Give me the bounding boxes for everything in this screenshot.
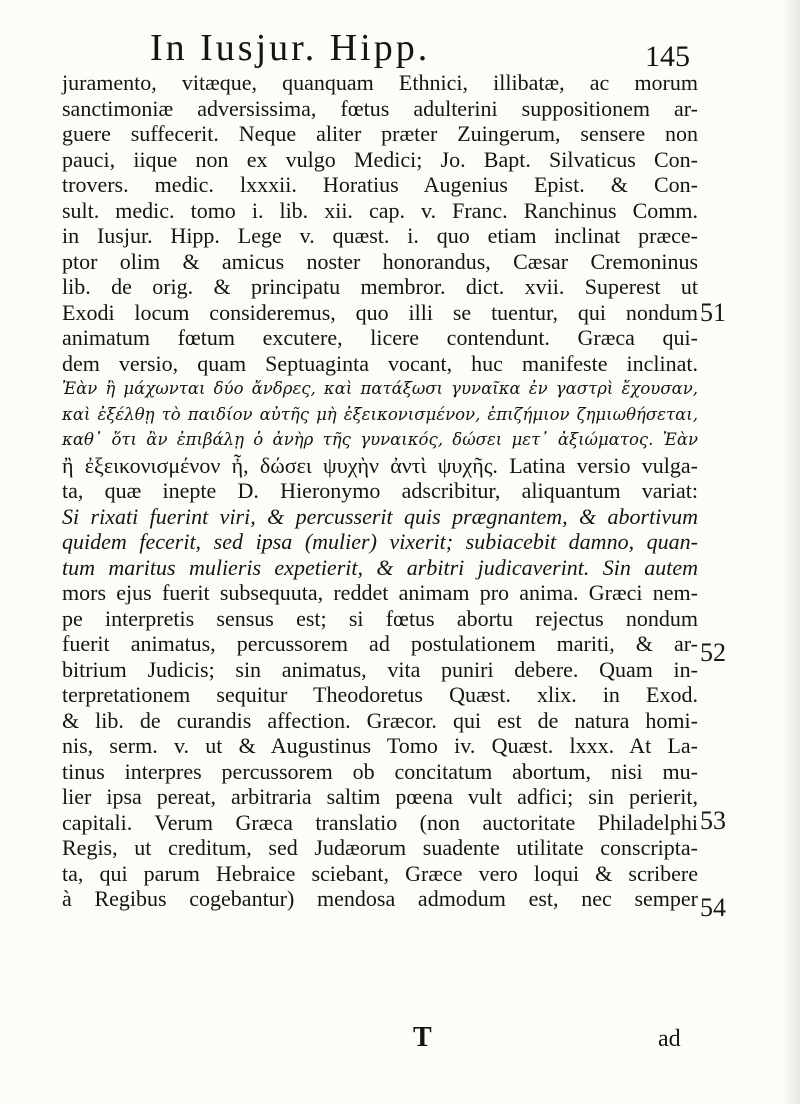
- page-number: 145: [645, 40, 690, 73]
- italic-line-1: Si rixati fuerint viri, & percusserit quis prægnantem, & abortivum: [62, 503, 698, 529]
- italic-line-2: quidem fecerit, sed ipsa (mulier) vixerit; subiacebit damno, quan-: [62, 529, 698, 554]
- greek-line-3: καθ᾽ ὅτι ἂν ἐπιβάλῃ ὁ ἀνὴρ τῆς γυναικός, δώσει μετ᾽ ἀξιώματος. Ἐὰν: [62, 430, 698, 449]
- text-line-5: trovers. medic. lxxxii. Horatius Augenius Epist. & Con-: [62, 172, 698, 197]
- text-line-29: lier ipsa pereat, arbitraria saltim pœena vult adfici; sin perierit,: [62, 784, 698, 809]
- greek-line-1: Ἐὰν ἢ μάχωνται δύο ἄνδρες, καὶ πατάξωσι γυναῖκα ἐν γαστρὶ ἔχουσαν,: [62, 379, 698, 398]
- text-line-7: in Iusjur. Hipp. Lege v. quæst. i. quo etiam inclinat præce-: [62, 223, 698, 248]
- text-line-27: nis, serm. v. ut & Augustinus Tomo iv. Quæst. lxxx. At La-: [62, 733, 698, 758]
- text-line-6: sult. medic. tomo i. lib. xii. cap. v. Franc. Ranchinus Comm.: [62, 197, 698, 223]
- running-title: In Iusjur. Hipp.: [150, 27, 431, 69]
- text-line-28: tinus interpres percussorem ob concitatum abortum, nisi mu-: [62, 758, 698, 784]
- text-line-11: animatum fœtum excutere, licere contendunt. Græca qui-: [62, 325, 698, 350]
- body-text: [62, 70, 698, 912]
- page-header: [0, 20, 800, 73]
- text-line-33: à Regibus cogebantur) mendosa admodum est, nec semper: [62, 886, 698, 911]
- margin-number-51: 51: [700, 298, 726, 327]
- catchword: ad: [658, 1026, 681, 1052]
- text-line-31: Regis, ut creditum, sed Judæorum suadente utilitate conscripta-: [62, 835, 698, 860]
- text-line-21: mors ejus fuerit subsequuta, reddet animam pro anima. Græci nem-: [62, 580, 698, 605]
- text-line-17: ta, quæ inepte D. Hieronymo adscribitur, aliquantum variat:: [62, 478, 698, 503]
- text-line-32: ta, qui parum Hebraice sciebant, Græce vero loqui & scribere: [62, 860, 698, 886]
- margin-number-52: 52: [700, 638, 726, 667]
- page-edge-shadow: [782, 0, 800, 1104]
- italic-line-3: tum maritus mulieris expetierit, & arbitri judicaverint. Sin autem: [62, 554, 698, 580]
- text-line-25: terpretationem sequitur Theodoretus Quæst. xlix. in Exod.: [62, 682, 698, 707]
- margin-number-53: 53: [700, 806, 726, 835]
- text-line-3: guere suffecerit. Neque aliter præter Zuingerum, sensere non: [62, 121, 698, 146]
- text-line-9: lib. de orig. & principatu membror. dict. xvii. Superest ut: [62, 274, 698, 299]
- text-line-10: Exodi locum consideremus, quo illi se tuentur, qui nondum: [62, 299, 698, 325]
- text-line-22: pe interpretis sensus est; si fœtus abortu rejectus nondum: [62, 605, 698, 631]
- text-line-2: sanctimoniæ adversissima, fœtus adulterini suppositionem ar-: [62, 95, 698, 121]
- text-line-24: bitrium Judicis; sin animatus, vita puniri debere. Quam in-: [62, 656, 698, 682]
- margin-number-54: 54: [700, 893, 726, 922]
- greek-line-2: καὶ ἐξέλθῃ τὸ παιδίον αὐτῆς μὴ ἐξεικονισμένον, ἐπιζήμιον ζημιωθήσεται,: [62, 404, 698, 424]
- text-line-12: dem versio, quam Septuaginta vocant, huc manifeste inclinat.: [62, 350, 698, 376]
- text-line-16: ἢ ἐξεικονισμένον ἦ, δώσει ψυχὴν ἀντὶ ψυχῆς. Latina versio vulga-: [62, 452, 698, 478]
- text-line-4: pauci, iique non ex vulgo Medici; Jo. Bapt. Silvaticus Con-: [62, 146, 698, 172]
- signature-mark: T: [413, 1022, 432, 1053]
- text-line-23: fuerit animatus, percussorem ad postulationem mariti, & ar-: [62, 631, 698, 656]
- text-line-8: ptor olim & amicus noster honorandus, Cæsar Cremoninus: [62, 248, 698, 274]
- text-line-26: & lib. de curandis affection. Græcor. qui est de natura homi-: [62, 707, 698, 733]
- text-line-1: juramento, vitæque, quanquam Ethnici, illibatæ, ac morum: [62, 70, 698, 95]
- text-line-30: capitali. Verum Græca translatio (non auctoritate Philadelphi: [62, 809, 698, 835]
